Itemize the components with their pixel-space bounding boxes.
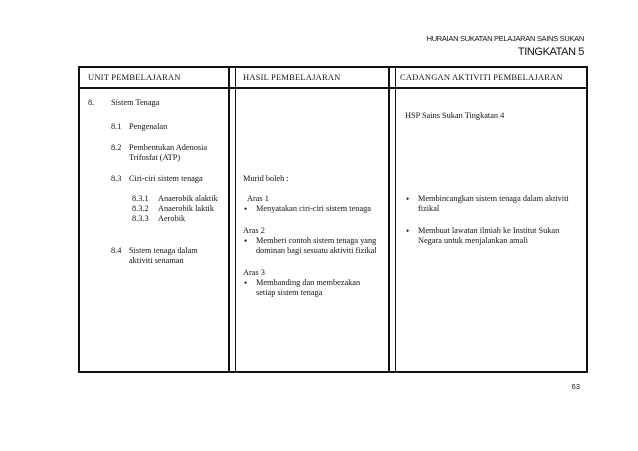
subunit-label: Pembentukan Adenosia	[129, 143, 208, 152]
activity-item: • Membincangkan sistem tenaga dalam aktiviti	[418, 194, 569, 204]
subunit-label: Trifosfat (ATP)	[129, 153, 181, 162]
form-level: TINGKATAN 5	[517, 46, 584, 58]
subunit-number: 8.3	[111, 174, 122, 183]
level-label: Aras 2	[243, 226, 265, 235]
activity-item: • Membuat lawatan ilmiah ke Institut Sukan	[418, 226, 559, 236]
unit-title: Sistem Tenaga	[111, 98, 160, 107]
column-header-unit: UNIT PEMBELAJARAN	[88, 72, 181, 82]
column-divider	[235, 68, 236, 371]
subunit-number: 8.2	[111, 143, 122, 152]
sub-subunit-label: Anaerobik alaktik	[158, 194, 218, 203]
level-label: Aras 3	[243, 268, 265, 277]
activities-reference: HSP Sains Sukan Tingkatan 4	[405, 111, 505, 120]
subunit-label: aktiviti senaman	[129, 256, 184, 265]
subunit-label: Sistem tenaga dalam	[129, 246, 198, 255]
sub-subunit-number: 8.3.1	[132, 194, 149, 203]
subunit-number: 8.4	[111, 246, 122, 255]
activity-item-continued: fizikal	[418, 204, 440, 213]
column-divider	[395, 68, 396, 371]
activity-item-continued: Negara untuk menjalankan amali	[418, 236, 528, 245]
column-divider	[228, 68, 230, 371]
column-divider	[388, 68, 390, 371]
subunit-number: 8.1	[111, 122, 122, 131]
column-header-outcomes: HASIL PEMBELAJARAN	[243, 72, 341, 82]
outcome-item-continued: setiap sistem tenaga	[256, 288, 323, 297]
sub-subunit-number: 8.3.3	[132, 214, 149, 223]
document-title: HURAIAN SUKATAN PELAJARAN SAINS SUKAN	[426, 34, 584, 43]
column-header-activities: CADANGAN AKTIVITI PEMBELAJARAN	[400, 72, 563, 82]
outcome-item-continued: dominan bagi sesuatu aktiviti fizikal	[256, 246, 377, 255]
subunit-label: Pengenalan	[129, 122, 168, 131]
unit-number: 8.	[88, 98, 95, 107]
sub-subunit-number: 8.3.2	[132, 204, 149, 213]
page-number: 63	[571, 382, 580, 391]
table-header-row	[80, 68, 586, 89]
syllabus-table	[78, 66, 588, 373]
sub-subunit-label: Aerobik	[158, 214, 186, 223]
sub-subunit-label: Anaerobik laktik	[158, 204, 214, 213]
outcome-item: • Memberi contoh sistem tenaga yang	[256, 236, 376, 246]
level-label: Aras 1	[247, 194, 269, 203]
subunit-label: Ciri-ciri sistem tenaga	[129, 174, 203, 183]
outcome-item: • Menyatakan ciri-ciri sistem tenaga	[256, 204, 371, 214]
outcome-item: • Membanding dan membezakan	[256, 278, 360, 288]
outcomes-intro: Murid boleh :	[243, 174, 289, 183]
